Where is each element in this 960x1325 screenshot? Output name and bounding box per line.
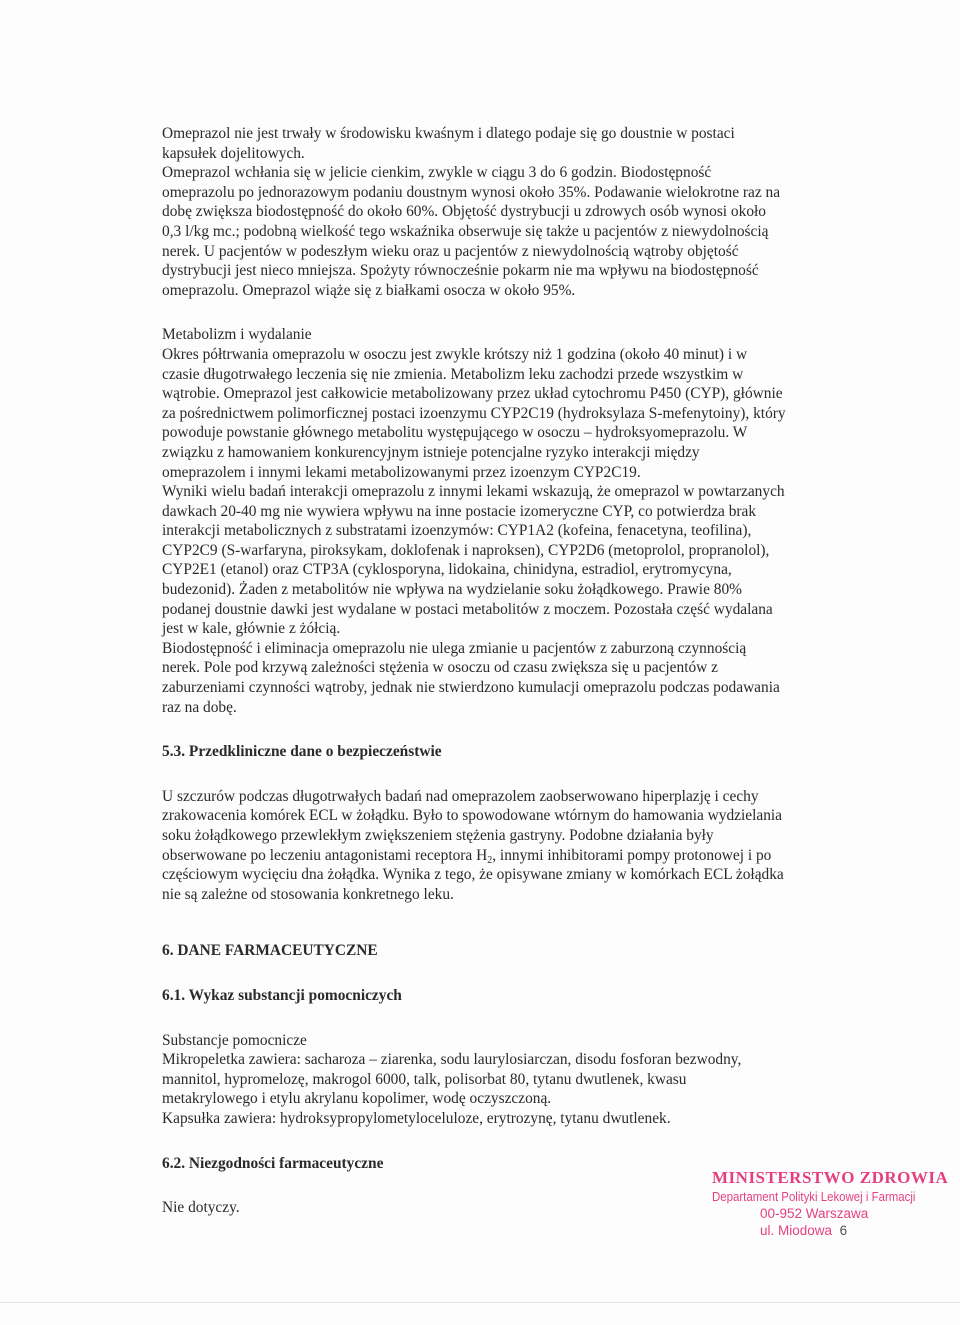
stamp-ministry-name: MINISTERSTWO ZDROWIA [712, 1168, 949, 1187]
text-line: częściowym wycięciu dna żołądka. Wynika z tego, że opisywane zmiany w komórkach ECL żołądka [162, 866, 784, 884]
document-body [162, 124, 862, 1218]
text-line: nerek. Pole pod krzywą zależności stężenia w osoczu od czasu zwiększa się u pacjentów z [162, 659, 718, 677]
section-heading-6: 6. DANE FARMACEUTYCZNE [162, 942, 378, 960]
text-line: zrakowacenia komórek ECL w żołądku. Było to spowodowane wtórnym do hamowania wydzielania [162, 807, 783, 825]
text-line: nie są zależne od stosowania konkretnego leku. [162, 885, 454, 903]
text-line: za pośrednictwem polimorficznej postaci izoenzymu CYP2C19 (hydroksylaza S-mefenytoiny), który [162, 404, 786, 422]
text-line: Omeprazol wchłania się w jelicie cienkim, zwykle w ciągu 3 do 6 godzin. Biodostępność [162, 164, 712, 182]
paragraph-incompatibilities: Nie dotyczy. [162, 1199, 240, 1217]
text-line: raz na dobę. [162, 698, 237, 716]
text-line: dobę zwiększa biodostępność do około 60%. Objętość dystrybucji u zdrowych osób wynosi około [162, 203, 766, 221]
text-line: nerek. U pacjentów w podeszłym wieku oraz u pacjentów z niewydolnością wątroby objętość [162, 242, 739, 260]
text-line: obserwowane po leczeniu antagonistami receptora $H_2$, innymi inhibitorami pompy protonowej i po [162, 846, 772, 866]
text-line: Metabolizm i wydalanie [162, 326, 312, 344]
text-line: omeprazolem i innymi lekami metabolizowanymi przez izoenzym CYP2C19. [162, 463, 641, 481]
text-line: metakrylowego i etylu akrylanu kopolimer, wodę oczyszczoną. [162, 1090, 552, 1108]
paragraph-preclinical [162, 787, 862, 905]
paragraph-metabolism [162, 325, 862, 717]
text-line: jest w kale, głównie z żółcią. [162, 620, 341, 638]
text-line: powoduje powstanie głównego metabolitu występującego w osoczu – hydroksyomeprazolu. W [162, 424, 748, 442]
scan-edge-divider [0, 1302, 960, 1303]
text-line: zaburzeniami czynności wątroby, jednak nie stwierdzono kumulacji omeprazolu podczas podawania [162, 679, 780, 697]
text-line: podanej doustnie dawki jest wydalane w postaci metabolitów z moczem. Pozostała część wydalana [162, 600, 773, 618]
stamp-street: ul. Miodowa 6 [760, 1223, 848, 1238]
section-heading-5-3: 5.3. Przedkliniczne dane o bezpieczeństwie [162, 743, 442, 761]
text-line: kapsułek dojelitowych. [162, 144, 305, 162]
text-line: związku z hamowaniem konkurencyjnym istnieje potencjalne ryzyko interakcji między [162, 443, 700, 461]
text-line: CYP2C9 (S-warfaryna, piroksykam, doklofenak i naproksen), CYP2D6 (metoprolol, propranolol), [162, 541, 770, 559]
text-line: dawkach 20-40 mg nie wywiera wpływu na inne postacie izomeryczne CYP, co potwierdza brak [162, 502, 757, 520]
text-line: 0,3 l/kg mc.; podobną wielkość tego wskaźnika obserwuje się także u pacjentów z niewydolnością [162, 222, 769, 240]
stamp-department: Departament Polityki Lekowej i Farmacji [712, 1189, 916, 1204]
stamp-postal-city: 00-952 Warszawa [760, 1206, 869, 1221]
section-heading-6-2: 6.2. Niezgodności farmaceutyczne [162, 1154, 384, 1172]
text-line: dystrybucji jest nieco mniejsza. Spożyty równocześnie pokarm nie ma wpływu na biodostępność [162, 262, 759, 280]
paragraph-pharmacokinetics [162, 124, 862, 300]
text-line: Omeprazol nie jest trwały w środowisku kwaśnym i dlatego podaje się go doustnie w postaci [162, 125, 735, 142]
text-line: budezonid). Żaden z metabolitów nie wpływa na wydzielanie soku żołądkowego. Prawie 80% [162, 581, 742, 599]
text-line: interakcji metabolicznych z substratami izoenzymów: CYP1A2 (kofeina, fenacetyna, teofilina), [162, 522, 752, 540]
text-line: U szczurów podczas długotrwałych badań nad omeprazolem zaobserwowano hiperplazję i cechy [162, 787, 759, 805]
page-number: 6 [839, 1223, 848, 1238]
text-line: Okres półtrwania omeprazolu w osoczu jest zwykle krótszy niż 1 godzina (około 40 minut) i w [162, 345, 748, 363]
ministry-stamp [712, 1168, 949, 1239]
text-line: wątrobie. Omeprazol jest całkowicie metabolizowany przez układ cytochromu P450 (CYP), głównie [162, 385, 783, 403]
text-line: czasie długotrwałego leczenia się nie zmienia. Metabolizm leku zachodzi przede wszystkim w [162, 365, 744, 383]
text-line: Mikropeletka zawiera: sacharoza – ziarenka, sodu laurylosiarczan, disodu fosforan bezwodny, [162, 1051, 742, 1069]
text-line: CYP2E1 (etanol) oraz CTP3A (cyklosporyna, lidokaina, chinidyna, estradiol, erytromycyna, [162, 561, 732, 579]
text-line: soku żołądkowego przewlekłym zwiększeniem stężenia gastryny. Podobne działania były [162, 827, 714, 844]
text-line: Wyniki wielu badań interakcji omeprazolu z innymi lekami wskazują, że omeprazol w powtarzanych [162, 483, 785, 501]
paragraph-excipients [162, 1031, 862, 1129]
text-line: omeprazolu po jednorazowym podaniu doustnym wynosi około 35%. Podawanie wielokrotne raz na [162, 183, 781, 201]
text-line: Biodostępność i eliminacja omeprazolu nie ulega zmianie u pacjentów z zaburzoną czynnością [162, 639, 747, 657]
text-line: mannitol, hypromelozę, makrogol 6000, talk, polisorbat 80, tytanu dwutlenek, kwasu [162, 1070, 687, 1088]
text-line: Substancje pomocnicze [162, 1031, 307, 1049]
text-line: Kapsułka zawiera: hydroksypropylometyloceluloze, erytrozynę, tytanu dwutlenek. [162, 1109, 671, 1127]
section-heading-6-1: 6.1. Wykaz substancji pomocniczych [162, 986, 402, 1004]
text-line: omeprazolu. Omeprazol wiąże się z białkami osocza w około 95%. [162, 281, 576, 299]
